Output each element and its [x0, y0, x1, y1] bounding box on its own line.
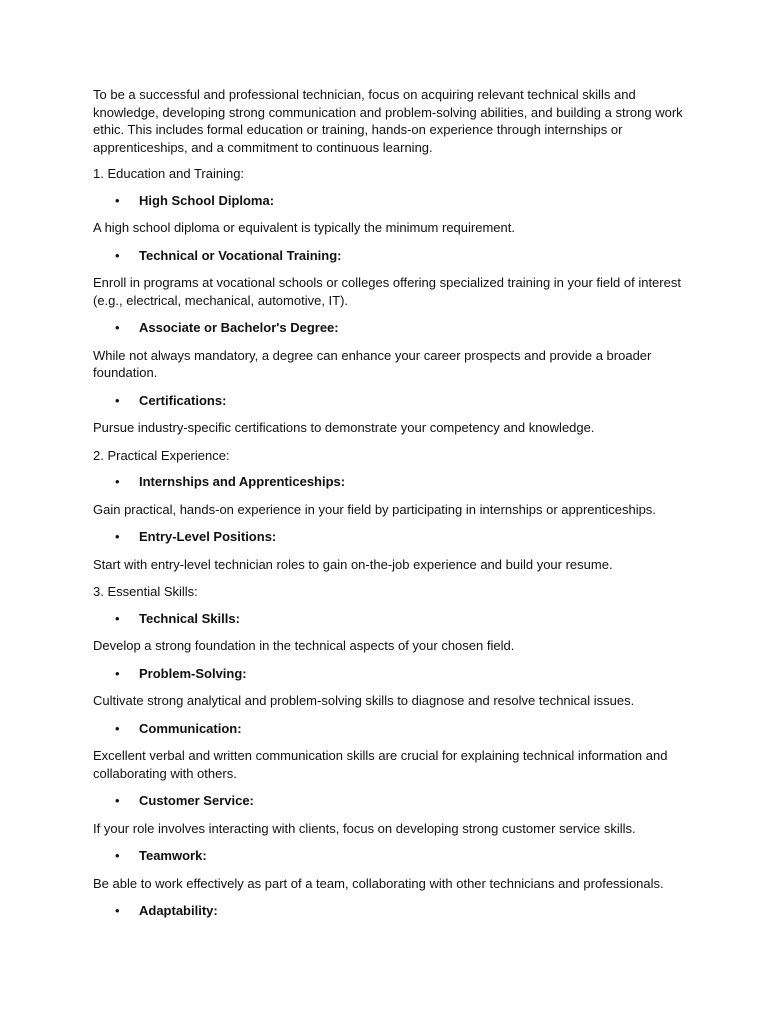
bullet-title: Technical Skills: [139, 610, 240, 626]
bullet-item [93, 847, 683, 865]
bullet-description: Be able to work effectively as part of a team, collaborating with other technicians and professionals. [93, 875, 664, 891]
bullet-title: High School Diploma: [139, 192, 275, 208]
bullet-icon: • [115, 848, 120, 863]
bullet-item [93, 792, 683, 810]
bullet-icon: • [115, 529, 120, 544]
bullet-item [93, 392, 683, 410]
bullet-item [93, 319, 683, 337]
bullet-icon: • [115, 665, 120, 681]
bullet-icon: • [115, 793, 120, 808]
bullet-icon: • [115, 320, 120, 335]
bullet-icon: • [115, 474, 120, 489]
bullet-icon: • [115, 247, 120, 263]
bullet-title: Customer Service: [139, 793, 254, 808]
bullet-description: Enroll in programs at vocational schools or colleges offering specialized training in your field of interest (e.g., electrical, mechanical, automotive, IT). [93, 275, 681, 308]
bullet-item [93, 902, 683, 920]
bullet-title: Certifications: [139, 392, 227, 408]
bullet-title: Associate or Bachelor's Degree: [139, 320, 339, 335]
bullet-description: While not always mandatory, a degree can enhance your career prospects and provide a broader foundation. [93, 347, 652, 380]
bullet-item [93, 665, 683, 683]
bullet-title: Problem-Solving: [139, 665, 247, 681]
section-experience [93, 447, 683, 574]
bullet-description: Cultivate strong analytical and problem-solving skills to diagnose and resolve technical issues. [93, 693, 635, 708]
bullet-item [93, 720, 683, 738]
bullet-title: Internships and Apprenticeships: [139, 474, 346, 489]
bullet-title: Technical or Vocational Training: [139, 247, 342, 263]
bullet-title: Adaptability: [139, 903, 218, 918]
bullet-item [93, 473, 683, 491]
bullet-item [93, 192, 683, 210]
bullet-item [93, 247, 683, 265]
bullet-description: Develop a strong foundation in the technical aspects of your chosen field. [93, 638, 515, 653]
section-heading: 2. Practical Experience: [93, 447, 230, 463]
bullet-title: Communication: [139, 720, 242, 736]
bullet-title: Teamwork: [139, 848, 207, 863]
bullet-item [93, 528, 683, 546]
intro-paragraph: To be a successful and professional technician, focus on acquiring relevant technical skills and knowledge, developing strong communication and problem-solving abilities, and building a strong work ethic. This includes formal education or training, hands-on experience through internships or apprenticeships, and a commitment to continuous learning. [93, 87, 683, 155]
bullet-description: Start with entry-level technician roles to gain on-the-job experience and build your resume. [93, 556, 613, 572]
bullet-description: Pursue industry-specific certifications to demonstrate your competency and knowledge. [93, 420, 595, 435]
bullet-description: If your role involves interacting with clients, focus on developing strong customer service skills. [93, 820, 636, 836]
section-heading: 1. Education and Training: [93, 166, 245, 181]
bullet-title: Entry-Level Positions: [139, 529, 277, 544]
section-education [93, 165, 683, 437]
section-heading: 3. Essential Skills: [93, 584, 198, 599]
bullet-icon: • [115, 903, 120, 918]
bullet-description: Gain practical, hands-on experience in your field by participating in internships or apprenticeships. [93, 501, 656, 517]
section-skills [93, 583, 683, 920]
bullet-description: Excellent verbal and written communication skills are crucial for explaining technical information and collaborating with others. [93, 748, 668, 781]
bullet-icon: • [115, 392, 120, 408]
bullet-icon: • [115, 610, 120, 626]
bullet-icon: • [115, 192, 120, 208]
bullet-icon: • [115, 720, 120, 736]
document-page [93, 86, 683, 930]
bullet-item [93, 610, 683, 628]
bullet-description: A high school diploma or equivalent is typically the minimum requirement. [93, 220, 515, 235]
